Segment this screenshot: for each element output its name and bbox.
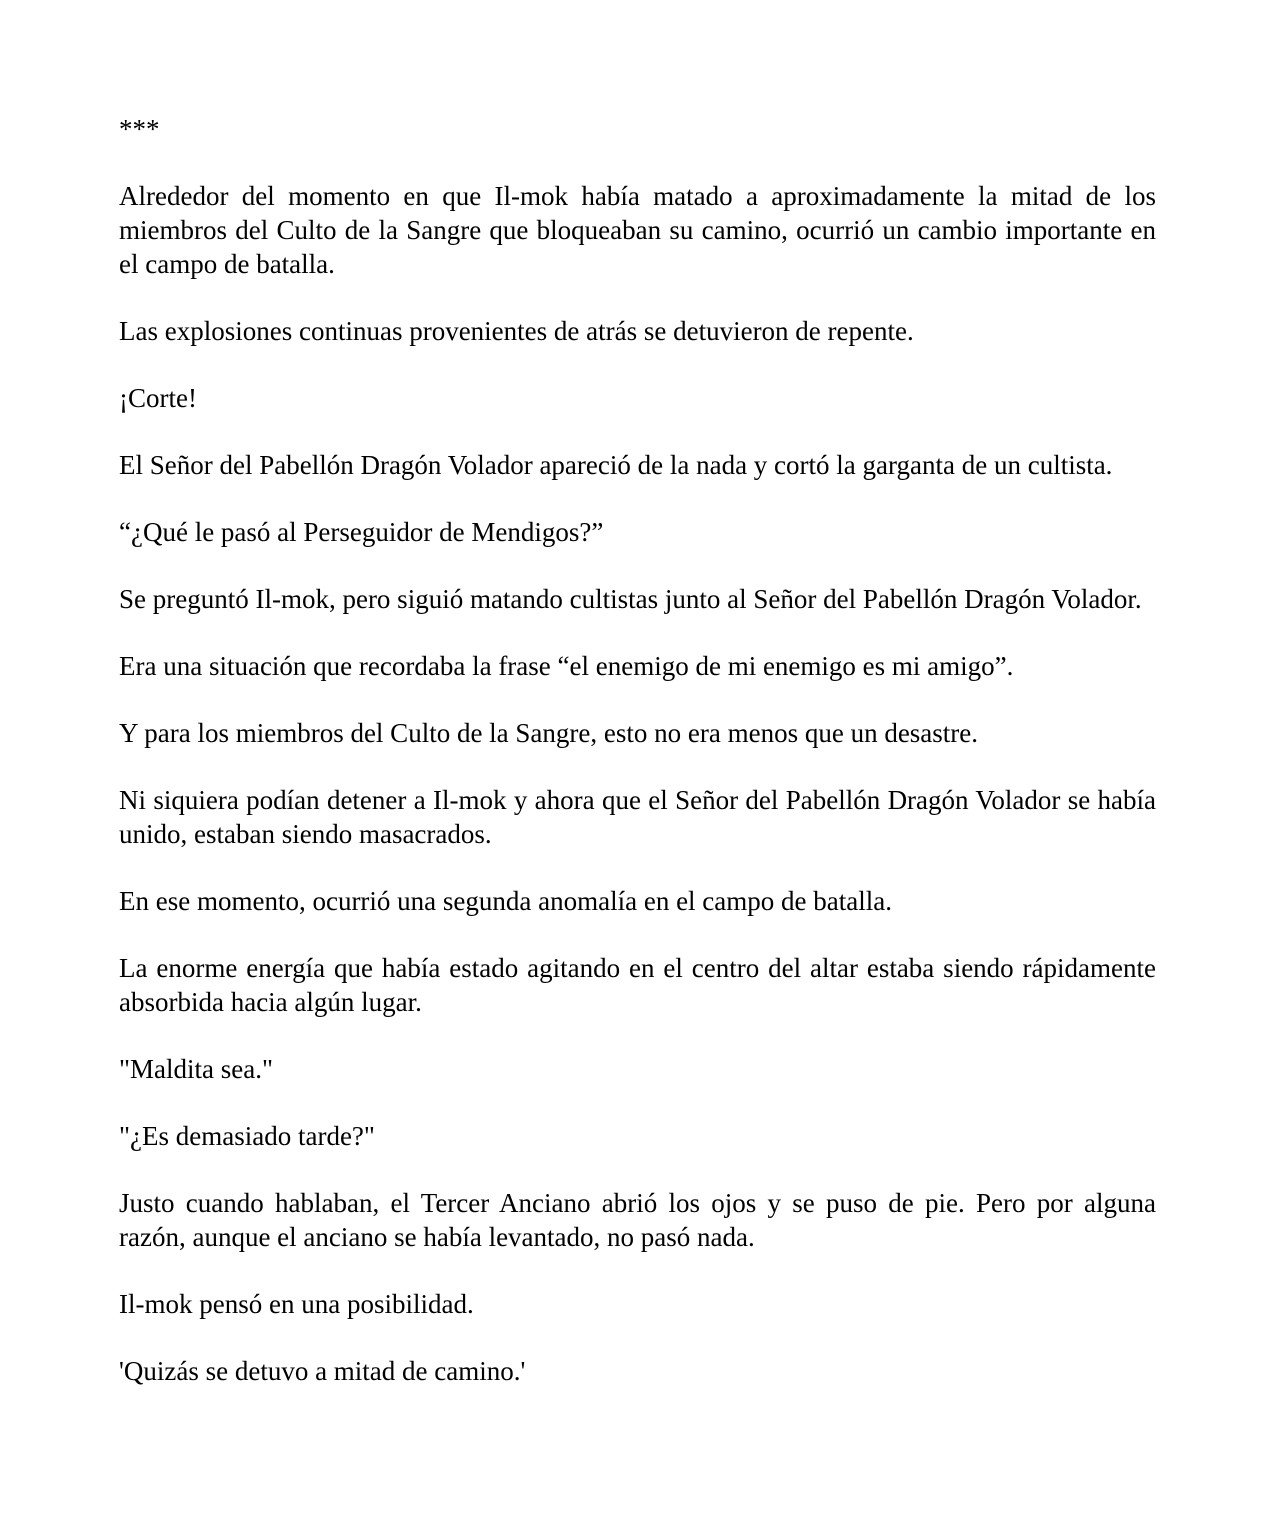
paragraph: Alrededor del momento en que Il-mok había matado a aproximadamente la mitad de los miembros del Culto de la Sangre que bloqueaban su camino, ocurrió un cambio importante en el campo de batalla. (119, 181, 1156, 279)
paragraph: "¿Es demasiado tarde?" (119, 1121, 375, 1151)
paragraph: "Maldita sea." (119, 1054, 273, 1084)
paragraph: ¡Corte! (119, 383, 197, 413)
paragraph: Ni siquiera podían detener a Il-mok y ahora que el Señor del Pabellón Dragón Volador se había unido, estaban siendo masacrados. (119, 785, 1156, 849)
paragraph: Justo cuando hablaban, el Tercer Anciano abrió los ojos y se puso de pie. Pero por alguna razón, aunque el anciano se había levantado, no pasó nada. (119, 1188, 1156, 1252)
paragraph: Se preguntó Il-mok, pero siguió matando cultistas junto al Señor del Pabellón Dragón Volador. (119, 584, 1142, 614)
paragraph: Il-mok pensó en una posibilidad. (119, 1289, 474, 1319)
paragraph: “¿Qué le pasó al Perseguidor de Mendigos?” (119, 517, 604, 547)
paragraph: Y para los miembros del Culto de la Sangre, esto no era menos que un desastre. (119, 718, 979, 748)
paragraph: 'Quizás se detuvo a mitad de camino.' (119, 1356, 526, 1386)
paragraph: Era una situación que recordaba la frase “el enemigo de mi enemigo es mi amigo”. (119, 651, 1014, 681)
paragraph: En ese momento, ocurrió una segunda anomalía en el campo de batalla. (119, 886, 892, 916)
paragraph: El Señor del Pabellón Dragón Volador apareció de la nada y cortó la garganta de un cultista. (119, 450, 1113, 480)
paragraph: La enorme energía que había estado agitando en el centro del altar estaba siendo rápidamente absorbida hacia algún lugar. (119, 953, 1156, 1017)
document-body (119, 112, 1156, 1421)
scene-break: *** (119, 114, 160, 144)
paragraph: Las explosiones continuas provenientes de atrás se detuvieron de repente. (119, 316, 914, 346)
